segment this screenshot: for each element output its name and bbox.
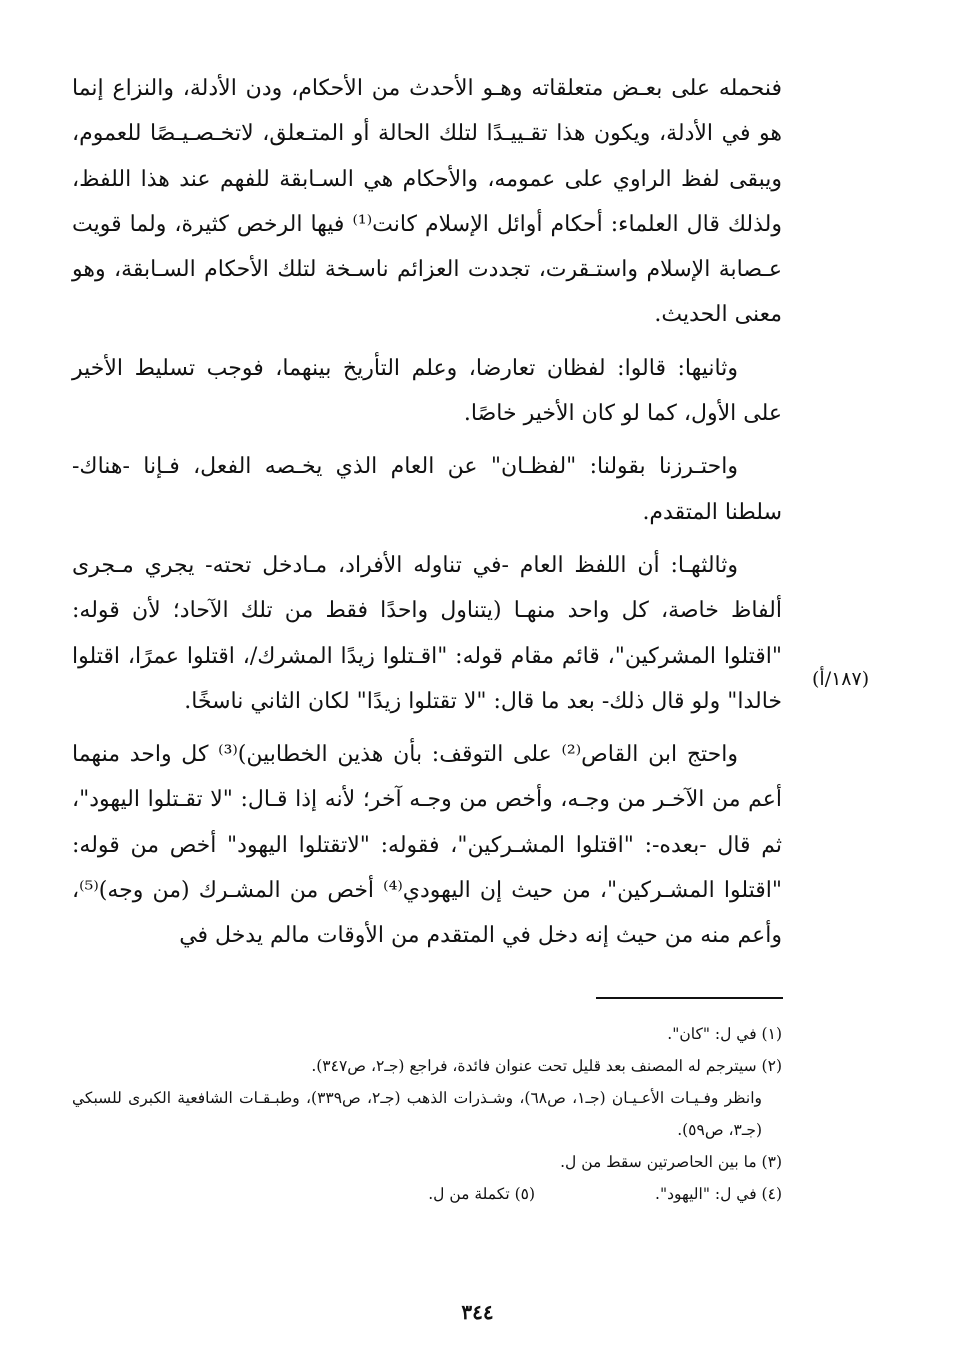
footnote-3: (٣) ما بين الحاصرتين سقط من ل. bbox=[560, 1153, 782, 1171]
manuscript-folio-marker: (١٨٧/أ) bbox=[812, 668, 870, 690]
footnote-2: (٢) سيترجم له المصنف بعد قليل تحت عنوان فائدة، فراجع (جـ٢، ص٣٤٧). bbox=[311, 1057, 782, 1075]
paragraph-2: وثانيها: قالوا: لفظان تعارضا، وعلم التأريخ بينهما، فوجب تسليط الأخير على الأول، كما لو كان الأخير خاصًا. bbox=[72, 355, 782, 427]
footnote-2-continued: وانظر وفـيـات الأعـيـان (جـ١، ص٦٨)، وشـذرات الذهب (جـ٢، ص٣٣٩)، وطبـقـات الشافعية الكبرى للسبكي (جـ٣، ص٥٩). bbox=[72, 1089, 762, 1139]
paragraph-5: واحتج ابن القاص⁽²⁾ على التوقف: بأن هذين الخطابين)⁽³⁾ كل واحد منهما أعم من الآخـر من وجـه، وأخص من وجـه آخر؛ لأنه إذا قـال: "لا تقـتلوا اليهود"، ثم قال -بعده-: "اقتلوا المشـركين"، فقوله: "لاتقتلوا اليهود" أخص من قوله: "اقتلوا المشـركين"، من حيث إن اليهودي⁽⁴⁾ أخص من المشـرك (من وجه)⁽⁵⁾، وأعم منه من حيث إنه دخل في المتقدم من الأوقات مالم يدخل في bbox=[72, 742, 782, 949]
paragraph-4: وثالثهـا: أن اللفظ العام -في تناوله الأفراد، مـادخل تحته- يجري مـجرى ألفاظ خاصة، كل واحد منهـا (يتناول واحدًا فقط من تلك الآحاد؛ لأن قوله: "اقتلوا المشركين"، قائم مقام قوله: "اقـتلوا زيدًا المشرك/، اقتلوا عمرًا، اقتلوا خالدا" ولو قال ذلك- بعد ما قال: "لا تقتلوا زيدًا" لكان الثاني ناسخًا. bbox=[72, 552, 782, 714]
footnote-row bbox=[72, 1178, 782, 1210]
footnote-separator bbox=[596, 997, 783, 999]
footnote-1: (١) في ل: "كان". bbox=[667, 1025, 782, 1043]
footnotes bbox=[72, 1018, 782, 1210]
main-text bbox=[72, 66, 782, 967]
footnote-5: (٥) تكملة من ل. bbox=[428, 1185, 536, 1203]
footnote-4: (٤) في ل: "اليهود". bbox=[655, 1185, 782, 1203]
paragraph-1: فنحمله على بعـض متعلقاته وهـو الأحدث من الأحكام، ودن الأدلة، والنزاع إنما هو في الأدلة، ويكون هذا تقـييـدًا لتلك الحالة أو المتـعلق، لاتخـصـيـصًا للعموم، ويبقى لفظ الراوي على عمومه، والأحكام هي السـابقة للفهم عند هذا اللفظ، ولذلك قال العلماء: أحكام أوائل الإسلام كانت⁽¹⁾ فيها الرخص كثيرة، ولما قويت عـصابة الإسلام واستـقرت، تجددت العزائم ناسـخة لتلك الأحكام السـابقة، وهو معنى الحديث. bbox=[72, 76, 782, 328]
paragraph-3: واحتـرزنا بقولنا: "لفظـان" عن العام الذي يخـصه الفعل، فـإنا -هناك- سلطنا المتقدم. bbox=[72, 454, 782, 525]
page-number: ٣٤٤ bbox=[461, 1300, 494, 1324]
